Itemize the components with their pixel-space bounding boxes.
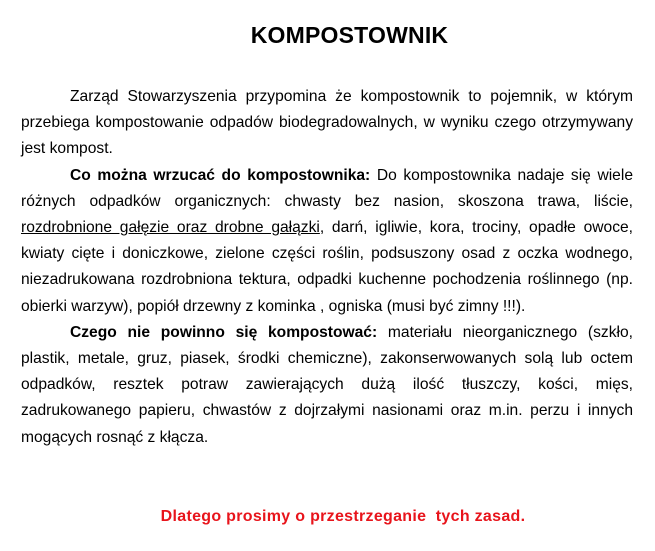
allowed-text-before: Do kompostownika nadaje się wiele różnych odpadków organicznych: chwasty bez nasion, skoszona trawa, liście, [21,166,633,210]
allowed-heading: Co można wrzucać do kompostownika: [70,166,371,184]
forbidden-text: materiału nieorganicznego (szkło, plastik, metale, gruz, piasek, środki chemiczne), zakonserwowanych solą lub octem odpadków, resztek potraw zawierających dużą ilość tłuszczy, kości, mięs, zadrukowanego papieru, chwastów z dojrzałymi nasionami oraz m.in. perzu i innych mogących rosnąć z kłącza. [21,323,633,446]
document-title: KOMPOSTOWNIK [250,22,449,48]
document-body [21,84,633,451]
allowed-text-after: , darń, igliwie, kora, trociny, opadłe owoce, kwiaty cięte i doniczkowe, zielone części roślin, podsuszony osad z oczka wodnego, niezadrukowana rozdrobniona tektura, odpadki kuchenne pochodzenia roślinnego (np. obierki warzyw), popiół drzewny z kominka , ogniska (musi być zimny !!!). [21,219,634,315]
forbidden-heading: Czego nie powinno się kompostować: [70,323,378,341]
closing-request: Dlatego prosimy o przestrzeganie tych zasad. [160,508,526,525]
allowed-paragraph [21,163,633,320]
allowed-underlined-text: rozdrobnione gałęzie oraz drobne gałązki [21,219,320,237]
document-page [21,0,633,551]
intro-paragraph: Zarząd Stowarzyszenia przypomina że kompostownik to pojemnik, w którym przebiega kompostowanie odpadów biodegradowalnych, w wyniku czego otrzymywany jest kompost. [21,88,633,158]
forbidden-paragraph [21,320,633,451]
